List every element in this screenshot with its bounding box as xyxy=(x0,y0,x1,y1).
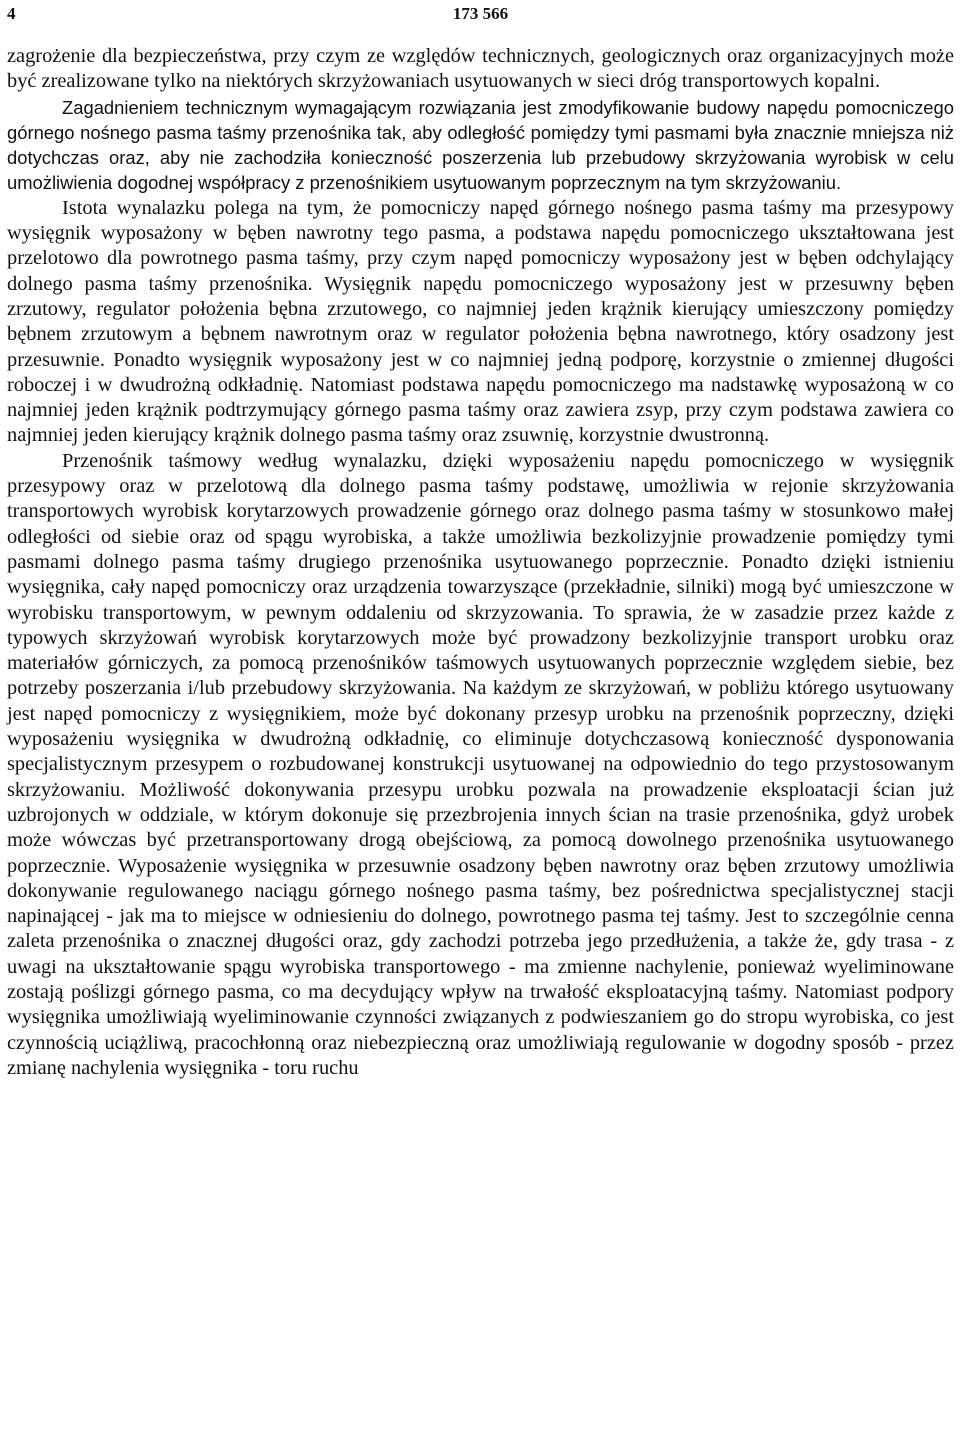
paragraph-technical-problem: Zagadnieniem technicznym wymagającym rozwiązania jest zmodyfikowanie budowy napędu pomocniczego górnego nośnego pasma taśmy przenośnika tak, aby odległość pomiędzy tymi pasmami była znacznie mniejsza niż dotychczas oraz, aby nie zachodziła konieczność poszerzenia lub przebudowy skrzyżowania wyrobisk w celu umożliwienia dogodnej współpracy z przenośnikiem usytuowanym poprzecznym na tym skrzyżowaniu. xyxy=(7,96,954,194)
page-number: 4 xyxy=(7,4,16,23)
paragraph-advantages: Przenośnik taśmowy według wynalazku, dzięki wyposażeniu napędu pomocniczego w wysięgnik przesypowy oraz w przelotową dla dolnego pasma taśmy podstawę, umożliwia w rejonie skrzyżowania transportowych wyrobisk korytarzowych prowadzenie górnego oraz dolnego pasma taśmy w stosunkowo małej odległości od siebie oraz od spągu wyrobiska, a także umożliwia bezkolizyjnie prowadzenie pomiędzy tymi pasmami dolnego pasma taśmy drugiego przenośnika usytuowanego poprzecznie. Ponadto dzięki istnieniu wysięgnika, cały napęd pomocniczy oraz urządzenia towarzyszące (przekładnie, silniki) mogą być umieszczone w wyrobisku transportowym, w pewnym oddaleniu od skrzyzowania. To sprawia, że w zasadzie przez każde z typowych skrzyżowań wyrobisk korytarzowych może być prowadzony bezkolizyjnie transport urobku oraz materiałów górniczych, za pomocą przenośników taśmowych usytuowanych poprzecznie względem siebie, bez potrzeby poszerzania i/lub przebudowy skrzyżowania. Na każdym ze skrzyżowań, w pobliżu którego usytuowany jest napęd pomocniczy z wysięgnikiem, może być dokonany przesyp urobku na przenośnik poprzeczny, dzięki wyposażeniu wysięgnika w dwudrożną odkładnię, co eliminuje dotychczasową konieczność dysponowania specjalistycznym przesypem o rozbudowanej konstrukcji usytuowanej na odpowiednio do tego przystosowanym skrzyżowaniu. Możliwość dokonywania przesypu urobku pozwala na prowadzenie eksploatacji ścian już uzbrojonych w oddziale, w którym dokonuje się przezbrojenia innych ścian na trasie przenośnika, gdyż urobek może wówczas być przetransportowany drogą obejściową, za pomocą dowolnego przenośnika usytuowanego poprzecznie. Wyposażenie wysięgnika w przesuwnie osadzony bęben nawrotny oraz bęben zrzutowy umożliwia dokonywanie regulowanego naciągu górnego nośnego pasma taśmy, bez pośrednictwa specjalistycznej stacji napinającej - jak ma to miejsce w odniesieniu do dolnego, powrotnego pasma tej taśmy. Jest to szczególnie cenna zaleta przenośnika o znacznej długości oraz, gdy zachodzi potrzeba jego przedłużenia, a także że, gdy trasa - z uwagi na ukształtowanie spągu wyrobiska transportowego - ma zmienne nachylenie, ponieważ wyeliminowane zostają poślizgi górnego pasma, co ma decydujący wpływ na trwałość eksploatacyjną taśmy. Natomiast podpory wysięgnika umożliwiają wyeliminowanie czynności związanych z podwieszaniem go do stropu wyrobiska, co jest czynnością uciążliwą, pracochłonną oraz niebezpieczną oraz umożliwiają regulowanie w dogodny sposób - przez zmianę nachylenia wysięgnika - toru ruchu xyxy=(7,449,954,1079)
patent-number: 173 566 xyxy=(452,4,509,23)
page-header xyxy=(7,0,954,44)
paragraph-invention-essence: Istota wynalazku polega na tym, że pomocniczy napęd górnego nośnego pasma taśmy ma przesypowy wysięgnik wyposażony w bęben nawrotny tego pasma, a podstawa napędu pomocniczego ukształtowana jest przelotowo dla powrotnego pasma taśmy, przy czym napęd pomocniczy wyposażony jest w bęben odchylający dolnego pasma taśmy przenośnika. Wysięgnik napędu pomocniczego wyposażony jest w przesuwny bęben zrzutowy, regulator położenia bębna zrzutowego, co najmniej jeden krążnik kierujący umieszczony pomiędzy bębnem zrzutowym a bębnem nawrotnym oraz w regulator położenia bębna nawrotnego, który osadzony jest przesuwnie. Ponadto wysięgnik wyposażony jest w co najmniej jedną podporę, korzystnie o zmiennej długości roboczej i w dwudrożną odkładnię. Natomiast podstawa napędu pomocniczego ma nadstawkę wyposażoną w co najmniej jeden krążnik podtrzymujący górnego pasma taśmy oraz zawiera zsyp, przy czym podstawa zawiera co najmniej jeden kierujący krążnik dolnego pasma taśmy oraz zsuwnię, korzystnie dwustronną. xyxy=(7,196,954,447)
body-text xyxy=(7,44,954,1081)
paragraph-continuation: zagrożenie dla bezpieczeństwa, przy czym ze względów technicznych, geologicznych oraz organizacyjnych może być zrealizowane tylko na niektórych skrzyżowaniach usytuowanych w sieci dróg transportowych kopalni. xyxy=(7,45,954,93)
